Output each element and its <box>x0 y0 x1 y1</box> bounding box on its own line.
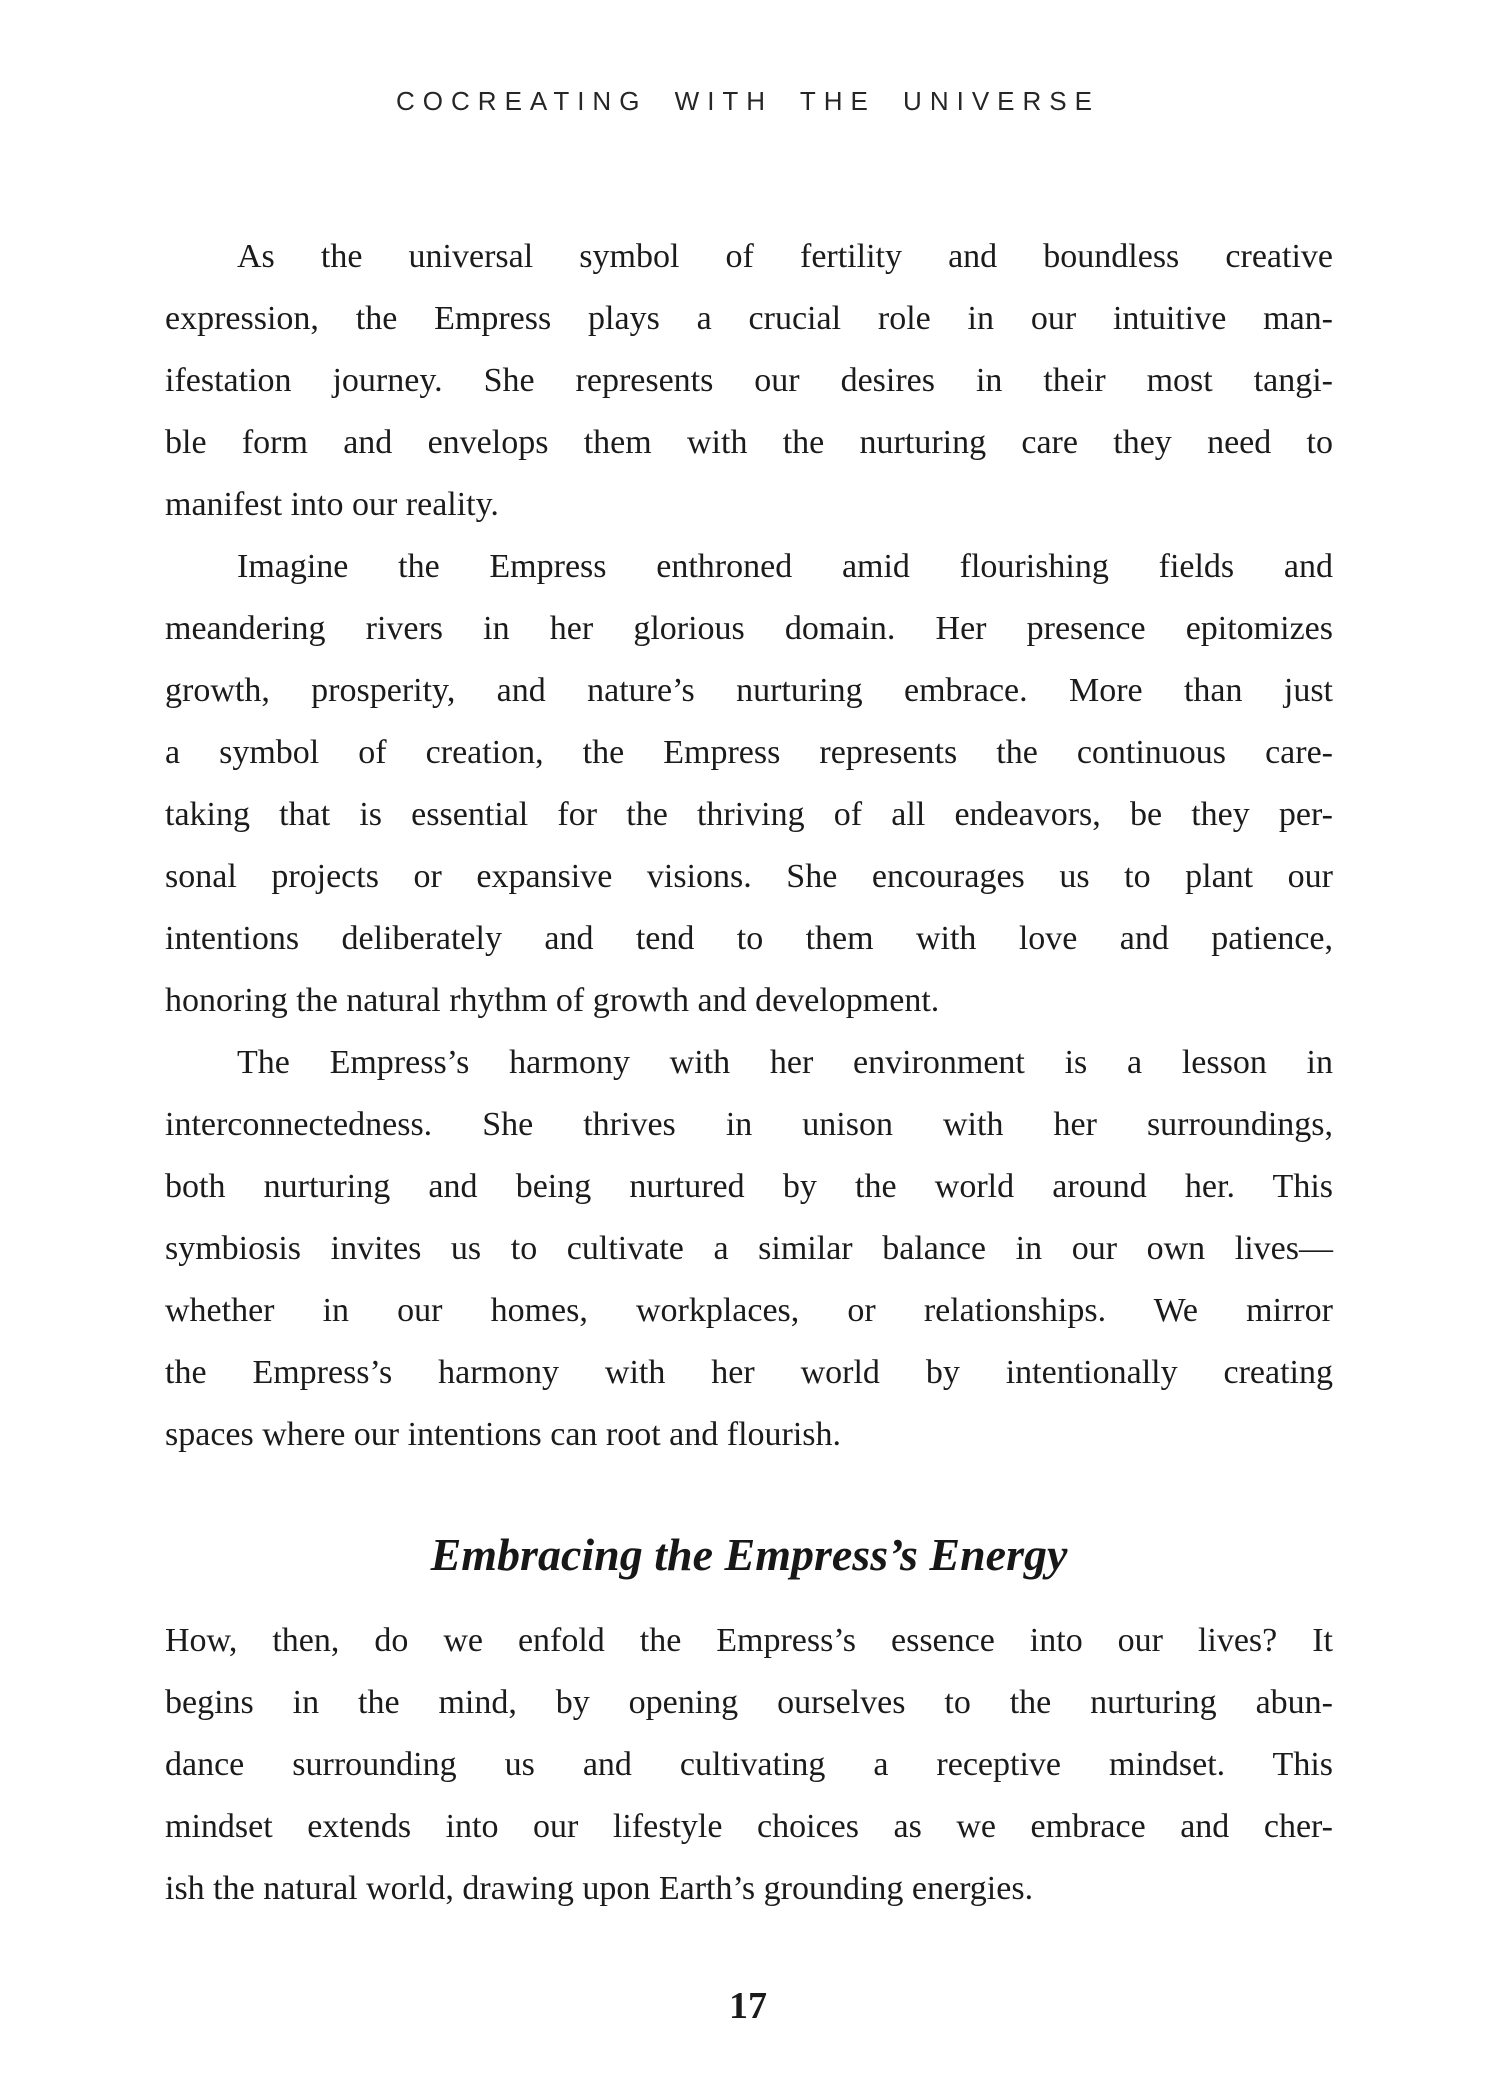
text-line: whether in our homes, workplaces, or relationships. We mirror <box>165 1292 1333 1329</box>
text-line: The Empress’s harmony with her environment is a lesson in <box>237 1044 1333 1081</box>
text-line: dance surrounding us and cultivating a receptive mindset. This <box>165 1746 1333 1783</box>
text-line: expression, the Empress plays a crucial role in our intuitive man- <box>165 300 1333 337</box>
running-header: COCREATING WITH THE UNIVERSE <box>396 86 1100 116</box>
text-line: ifestation journey. She represents our desires in their most tangi- <box>165 362 1333 399</box>
text-line: Imagine the Empress enthroned amid flourishing fields and <box>237 548 1333 585</box>
text-line: sonal projects or expansive visions. She encourages us to plant our <box>165 858 1333 895</box>
text-line: spaces where our intentions can root and flourish. <box>165 1416 842 1453</box>
text-line: meandering rivers in her glorious domain. Her presence epitomizes <box>165 610 1333 647</box>
body-paragraph-4 <box>165 1610 1333 1920</box>
text-line: As the universal symbol of fertility and boundless creative <box>237 238 1333 275</box>
text-line: growth, prosperity, and nature’s nurturing embrace. More than just <box>165 672 1333 709</box>
text-line: begins in the mind, by opening ourselves to the nurturing abun- <box>165 1684 1333 1721</box>
text-line: taking that is essential for the thriving of all endeavors, be they per- <box>165 796 1333 833</box>
body-text <box>165 226 1333 1920</box>
text-line: a symbol of creation, the Empress represents the continuous care- <box>165 734 1333 771</box>
page-number: 17 <box>729 1985 767 2027</box>
text-line: mindset extends into our lifestyle choices as we embrace and cher- <box>165 1808 1333 1845</box>
text-line: both nurturing and being nurtured by the world around her. This <box>165 1168 1333 1205</box>
text-line: How, then, do we enfold the Empress’s essence into our lives? It <box>165 1622 1333 1659</box>
text-line: symbiosis invites us to cultivate a similar balance in our own lives— <box>165 1230 1333 1267</box>
section-heading: Embracing the Empress’s Energy <box>430 1529 1068 1580</box>
text-line: interconnectedness. She thrives in unison with her surroundings, <box>165 1106 1333 1143</box>
body-paragraph-3 <box>165 1032 1333 1466</box>
body-paragraph-1 <box>165 226 1333 536</box>
text-line: ble form and envelops them with the nurturing care they need to <box>165 424 1333 461</box>
text-line: manifest into our reality. <box>165 486 499 523</box>
text-line: intentions deliberately and tend to them with love and patience, <box>165 920 1333 957</box>
text-line: honoring the natural rhythm of growth and development. <box>165 982 940 1019</box>
text-line: ish the natural world, drawing upon Earth’s grounding energies. <box>165 1870 1034 1907</box>
text-line: the Empress’s harmony with her world by intentionally creating <box>165 1354 1333 1391</box>
body-paragraph-2 <box>165 536 1333 1032</box>
